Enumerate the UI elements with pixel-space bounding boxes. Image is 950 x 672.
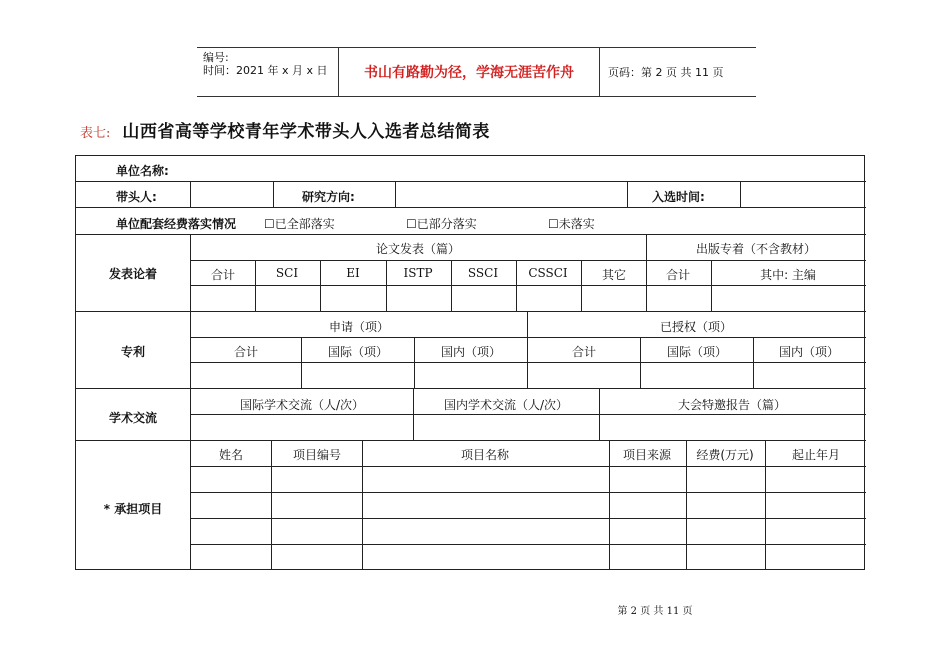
projects-col-source: 项目来源	[622, 448, 672, 462]
papers-col-cssci: CSSCI	[528, 266, 568, 280]
exchange-section-label: 学术交流	[108, 411, 158, 425]
patents-granted-domestic: 国内（项）	[778, 345, 840, 359]
funding-option-none[interactable]: ☐未落实	[548, 217, 595, 231]
books-col-total: 合计	[665, 268, 691, 282]
patents-apply-header: 申请（项）	[328, 320, 390, 334]
papers-col-sci: SCI	[275, 266, 299, 280]
document-header	[197, 47, 756, 97]
table-number-label: 表七:	[80, 126, 111, 141]
patents-apply-domestic: 国内（项）	[440, 345, 502, 359]
patents-granted-header: 已授权（项）	[659, 320, 733, 334]
projects-col-period: 起止年月	[791, 448, 841, 462]
papers-col-total: 合计	[210, 268, 236, 282]
funding-label: 单位配套经费落实情况	[116, 217, 237, 231]
projects-col-funding: 经费(万元)	[696, 448, 754, 462]
patents-section-label: 专利	[120, 345, 146, 359]
exchange-invited-reports-header: 大会特邀报告（篇）	[677, 398, 787, 412]
time-label: 时间：2021 年 x 月 x 日	[203, 64, 328, 77]
header-page-label: 页码：第 2 页 共 11 页	[608, 66, 724, 79]
leader-label: 带头人:	[116, 190, 157, 204]
exchange-domestic-header: 国内学术交流（人/次）	[443, 398, 569, 412]
unit-name-label: 单位名称:	[116, 164, 169, 178]
header-meta	[197, 48, 338, 96]
patents-granted-intl: 国际（项）	[666, 345, 728, 359]
projects-section-label: * 承担项目	[103, 502, 163, 516]
papers-col-ei: EI	[346, 266, 360, 280]
projects-col-name: 姓名	[218, 448, 244, 462]
research-direction-label: 研究方向:	[302, 190, 355, 204]
exchange-intl-header: 国际学术交流（人/次）	[239, 398, 365, 412]
papers-col-ssci: SSCI	[467, 266, 499, 280]
books-group-header: 出版专着（不含教材）	[695, 242, 817, 256]
patents-granted-total: 合计	[571, 345, 597, 359]
papers-col-other: 其它	[601, 268, 627, 282]
projects-col-number: 项目编号	[292, 448, 342, 462]
number-label: 编号:	[203, 51, 229, 64]
papers-col-istp: ISTP	[403, 266, 433, 280]
page-title	[80, 117, 490, 141]
papers-section-label: 发表论着	[108, 267, 158, 281]
header-motto: 书山有路勤为径，学海无涯苦作舟	[338, 48, 600, 96]
patents-apply-total: 合计	[233, 345, 259, 359]
funding-option-all[interactable]: ☐已全部落实	[264, 217, 335, 231]
patents-apply-intl: 国际（项）	[327, 345, 389, 359]
books-col-chief-editor: 其中: 主编	[760, 268, 816, 282]
table-title: 山西省高等学校青年学术带头人入选者总结简表	[122, 122, 490, 142]
summary-table	[75, 155, 865, 570]
page-footer	[0, 602, 950, 617]
projects-col-title: 项目名称	[460, 448, 510, 462]
selection-time-label: 入选时间:	[652, 190, 705, 204]
footer-page-number: 第 2 页 共 11 页	[617, 606, 693, 617]
funding-option-partial[interactable]: ☐已部分落实	[406, 217, 477, 231]
papers-group-header: 论文发表（篇）	[375, 242, 461, 256]
